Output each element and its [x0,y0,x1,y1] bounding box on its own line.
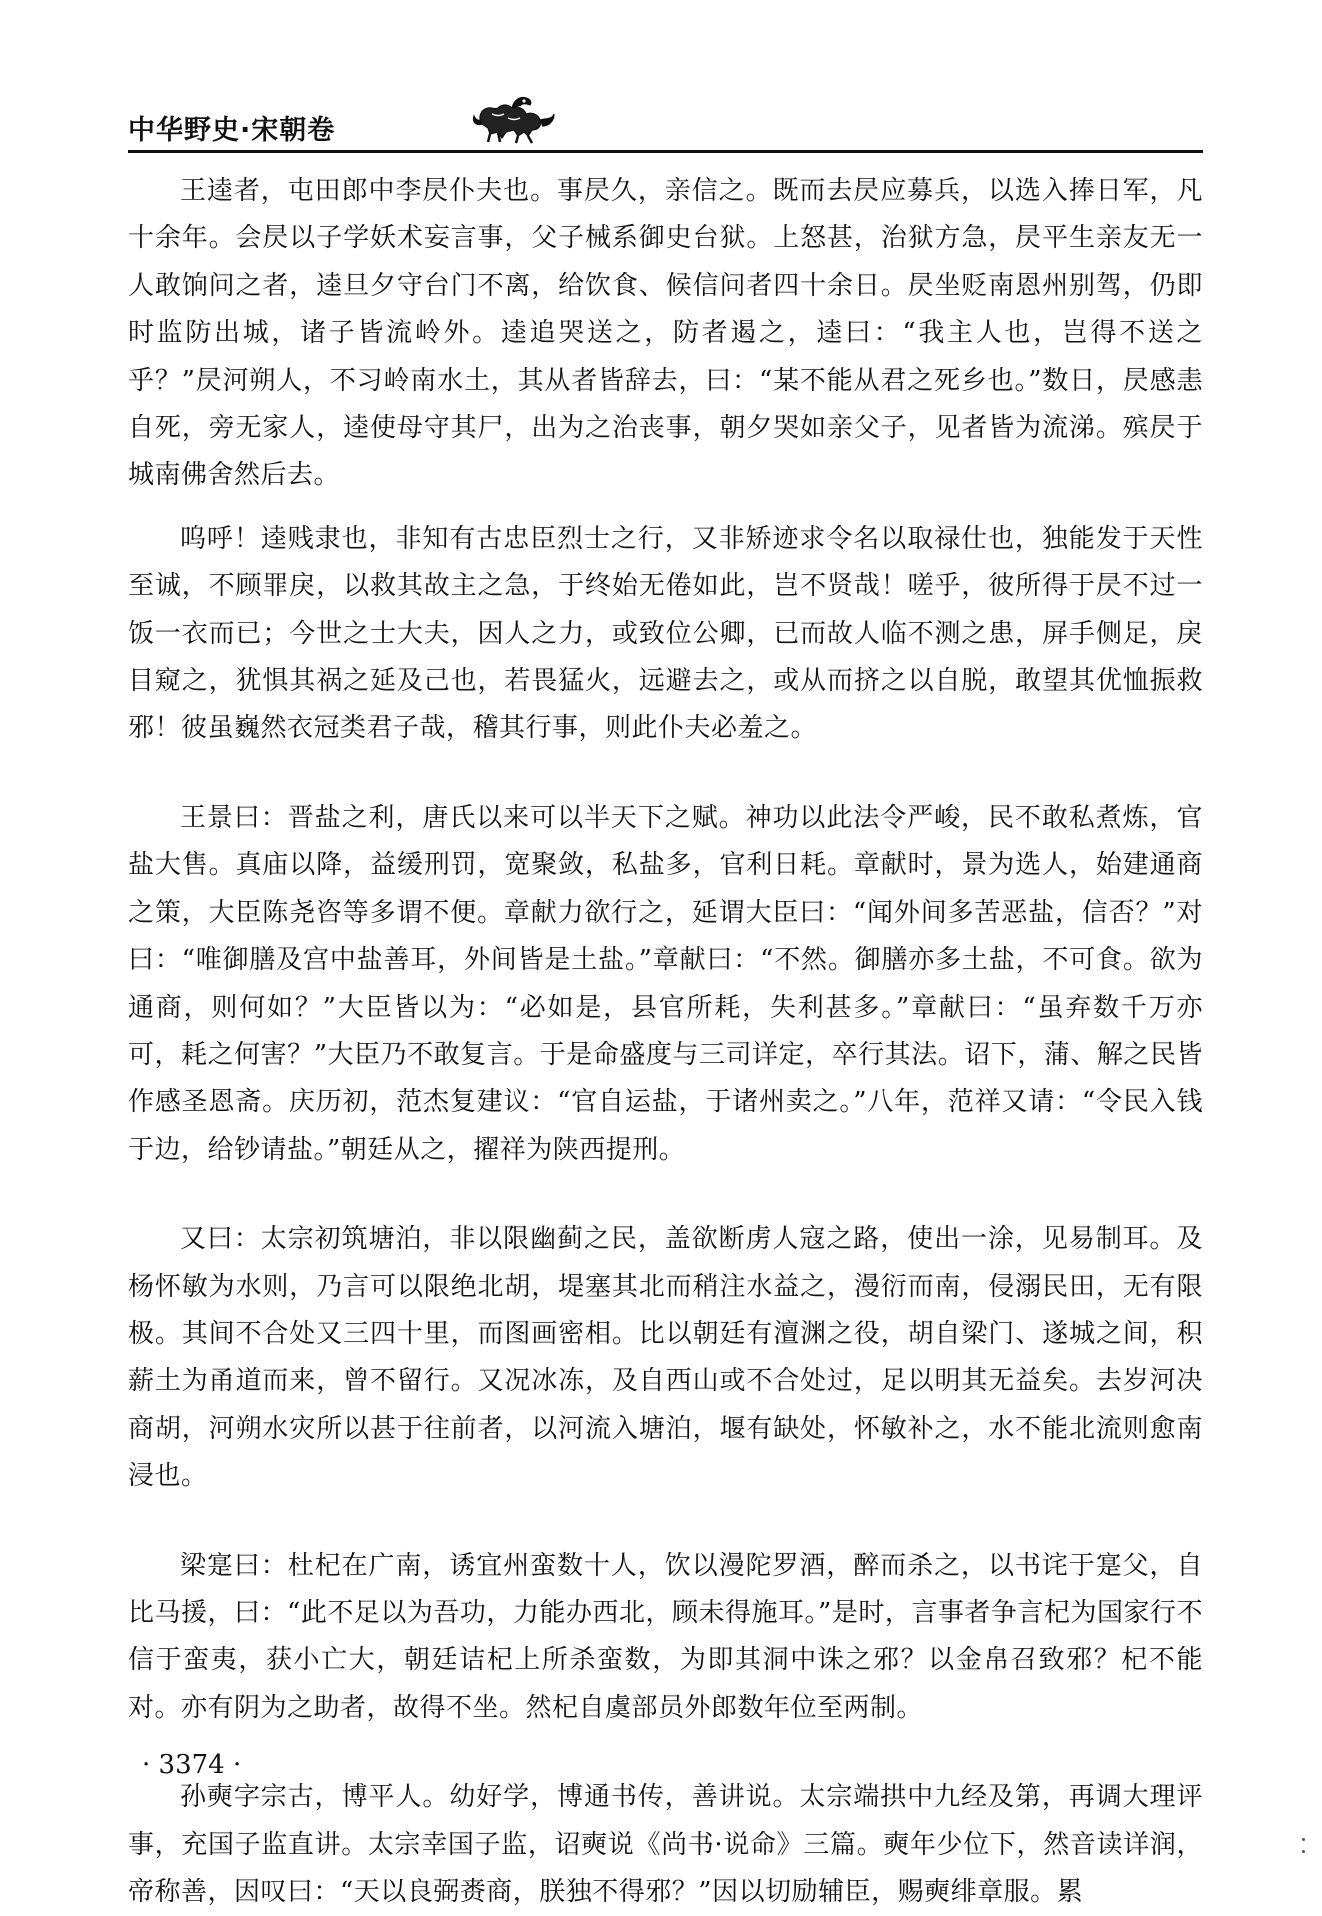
paragraph-wang-jing-salt: 王景曰：晋盐之利，唐氏以来可以半天下之赋。神功以此法令严峻，民不敢私煮炼，官盐大售。真庙以降，益缓刑罚，宽聚敛，私盐多，官利日耗。章献时，景为选人，始建通商之策，大臣陈尧咨等多谓不便。章献力欲行之，延谓大臣曰：“闻外间多苦恶盐，信否？”对曰：“唯御膳及宫中盐善耳，外间皆是土盐。”章献曰：“不然。御膳亦多土盐，不可食。欲为通商，则何如？”大臣皆以为：“必如是，县官所耗，失利甚多。”章献曰：“虽弃数千万亦可，耗之何害？”大臣乃不敢复言。于是命盛度与三司详定，卒行其法。诏下，蒲、解之民皆作感圣恩斋。庆历初，范杰复建议：“官自运盐，于诸州卖之。”八年，范祥又请：“令民入钱于边，给钞请盐。”朝廷从之，擢祥为陕西提刑。 [128,802,1203,1165]
mythical-beast-emblem-icon [468,90,558,146]
book-title: 中华野史·宋朝卷 [128,115,336,146]
paragraph-liang-shi: 梁寔曰：杜杞在广南，诱宜州蛮数十人，饮以漫陀罗酒，醉而杀之，以书诧于寔父，自比马援，曰：“此不足以为吾功，力能办西北，顾未得施耳。”是时，言事者争言杞为国家行不信于蛮夷，获小亡大，朝廷诘杞上所杀蛮数，为即其洞中诛之邪？以金帛召致邪？杞不能对。亦有阴为之助者，故得不坐。然杞自虞部员外郎数年位至两制。 [128,1550,1203,1723]
body-text [128,168,1203,1916]
paragraph-wang-kui: 王逵者，屯田郎中李昃仆夫也。事昃久，亲信之。既而去昃应募兵，以选入捧日军，凡十余年。会昃以子学妖术妄言事，父子械系御史台狱。上怒甚，治狱方急，昃平生亲友无一人敢饷问之者，逵旦夕守台门不离，给饮食、候信问者四十余日。昃坐贬南恩州别驾，仍即时监防出城，诸子皆流岭外。逵追哭送之，防者遏之，逵曰：“我主人也，岂得不送之乎？”昃河朔人，不习岭南水土，其从者皆辞去，曰：“某不能从君之死乡也。”数日，昃感恚自死，旁无家人，逵使母守其尸，出为之治丧事，朝夕哭如亲父子，见者皆为流涕。殡昃于城南佛舍然后去。 [128,176,1203,491]
paragraph-commentary: 呜呼！逵贱隶也，非知有古忠臣烈士之行，又非矫迹求令名以取禄仕也，独能发于天性至诚，不顾罪戾，以救其故主之急，于终始无倦如此，岂不贤哉！嗟乎，彼所得于昃不过一饭一衣而已；今世之士大夫，因人之力，或致位公卿，已而故人临不测之患，屏手侧足，戾目窥之，犹惧其祸之延及己也，若畏猛火，远避去之，或从而挤之以自脱，敢望其优恤振救邪！彼虽巍然衣冠类君子哉，稽其行事，则此仆夫必羞之。 [128,523,1203,744]
page-number: · 3374 · [142,1750,242,1780]
scan-speck [1302,1838,1305,1841]
scan-speck [1302,1850,1305,1853]
paragraph-sun-shi: 孙奭字宗古，博平人。幼好学，博通书传，善讲说。太宗端拱中九经及第，再调大理评事，充国子监直讲。太宗幸国子监，诏奭说《尚书·说命》三篇。奭年少位下，然音读详润，帝称善，因叹曰：“天以良弼赉商，朕独不得邪？”因以切励辅臣，赐奭绯章服。累 [128,1782,1203,1907]
paragraph-tangbo: 又曰：太宗初筑塘泊，非以限幽蓟之民，盖欲断虏人寇之路，使出一涂，见易制耳。及杨怀敏为水则，乃言可以限绝北胡，堤塞其北而稍注水益之，漫衍而南，侵溺民田，无有限极。其间不合处又三四十里，而图画密相。比以朝廷有澶渊之役，胡自梁门、遂城之间，积薪土为甬道而来，曾不留行。又况冰冻，及自西山或不合处过，足以明其无益矣。去岁河决商胡，河朔水灾所以甚于往前者，以河流入塘泊，堰有缺处，怀敏补之，水不能北流则愈南浸也。 [128,1224,1203,1492]
header-rule [128,150,1203,153]
running-header [128,96,1203,158]
